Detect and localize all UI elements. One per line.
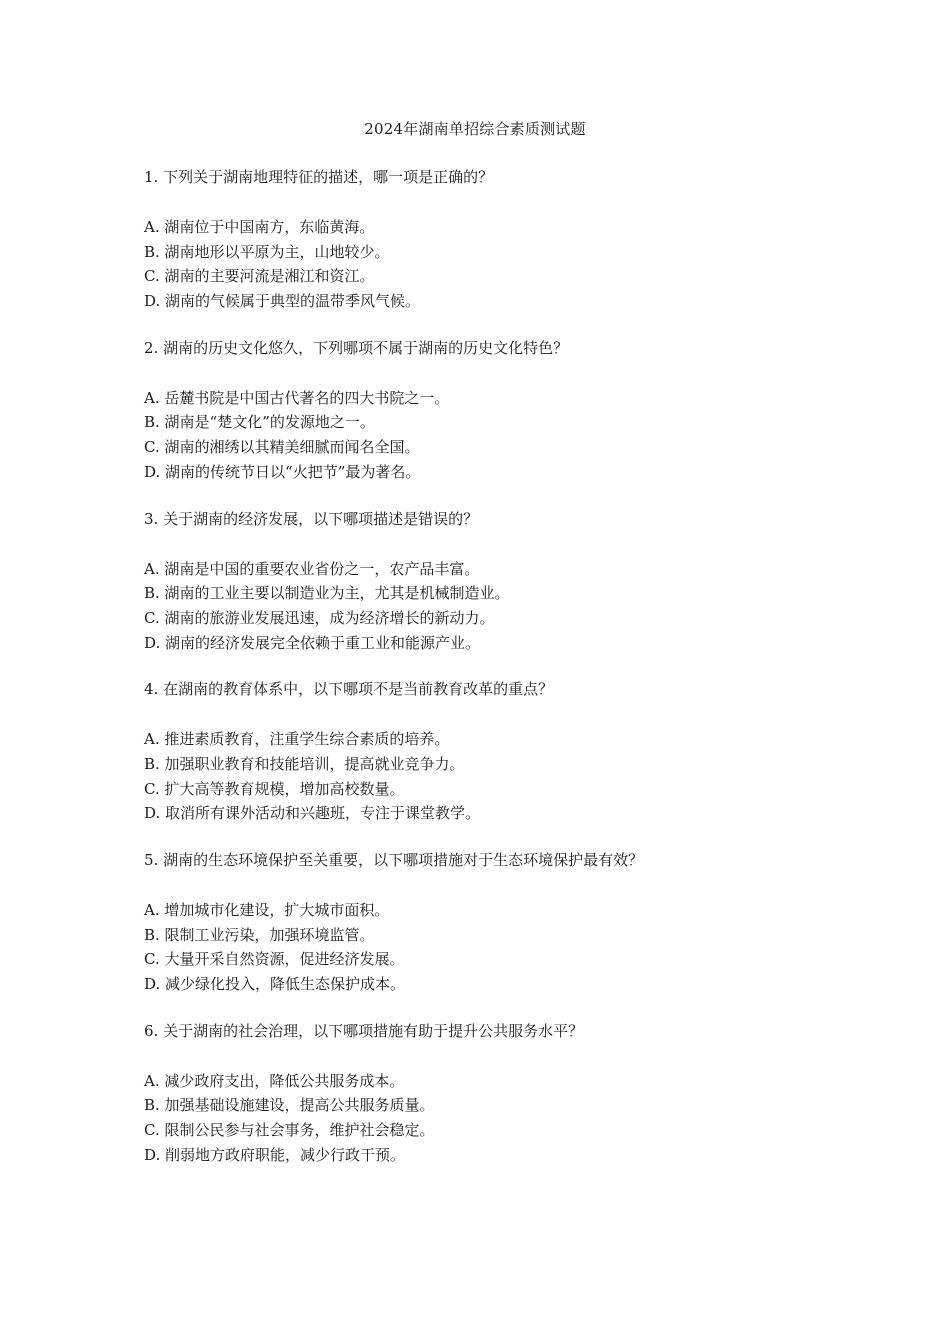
option-a: A. 湖南位于中国南方，东临黄海。: [144, 218, 375, 236]
option-c: C. 湖南的旅游业发展迅速，成为经济增长的新动力。: [144, 608, 495, 627]
question-4: [144, 678, 844, 826]
option-d: D. 减少绿化投入，降低生态保护成本。: [144, 975, 406, 994]
option-b: B. 湖南地形以平原为主，山地较少。: [144, 242, 390, 261]
option-c: C. 大量开采自然资源，促进经济发展。: [144, 950, 405, 969]
option-c: C. 湖南的主要河流是湘江和资江。: [144, 267, 375, 286]
question-3: [144, 508, 844, 656]
option-a: A. 岳麓书院是中国古代著名的四大书院之一。: [144, 388, 450, 407]
question-text: 1. 下列关于湖南地理特征的描述，哪一项是正确的？: [144, 168, 494, 186]
option-list: [144, 1069, 844, 1168]
question-2: [144, 337, 844, 485]
option-list: [144, 557, 844, 656]
option-b: B. 湖南的工业主要以制造业为主，尤其是机械制造业。: [144, 584, 510, 603]
question-6: [144, 1020, 844, 1168]
option-list: [144, 215, 844, 314]
option-list: [144, 386, 844, 485]
option-d: D. 削弱地方政府职能，减少行政干预。: [144, 1145, 406, 1164]
option-b: B. 加强职业教育和技能培训，提高就业竞争力。: [144, 754, 465, 773]
question-text: 4. 在湖南的教育体系中，以下哪项不是当前教育改革的重点？: [144, 680, 554, 699]
option-b: B. 加强基础设施建设，提高公共服务质量。: [144, 1096, 435, 1115]
option-a: A. 增加城市化建设，扩大城市面积。: [144, 901, 390, 919]
question-text: 3. 关于湖南的经济发展，以下哪项描述是错误的？: [144, 509, 479, 528]
option-b: B. 限制工业污染，加强环境监管。: [144, 925, 375, 944]
option-list: [144, 727, 844, 826]
option-a: A. 减少政府支出，降低公共服务成本。: [144, 1071, 405, 1090]
option-a: A. 湖南是中国的重要农业省份之一，农产品丰富。: [144, 559, 480, 578]
question-5: [144, 849, 844, 997]
option-c: C. 扩大高等教育规模，增加高校数量。: [144, 779, 405, 798]
option-d: D. 湖南的气候属于典型的温带季风气候。: [144, 292, 421, 311]
question-text: 2. 湖南的历史文化悠久，下列哪项不属于湖南的历史文化特色？: [144, 338, 569, 357]
question-list: [144, 166, 844, 1191]
option-d: D. 取消所有课外活动和兴趣班，专注于课堂教学。: [144, 804, 481, 823]
question-text: 6. 关于湖南的社会治理，以下哪项措施有助于提升公共服务水平？: [144, 1021, 584, 1040]
option-a: A. 推进素质教育，注重学生综合素质的培养。: [144, 730, 450, 749]
option-d: D. 湖南的传统节日以“火把节”最为著名。: [144, 462, 421, 481]
option-d: D. 湖南的经济发展完全依赖于重工业和能源产业。: [144, 633, 481, 652]
question-text: 5. 湖南的生态环境保护至关重要，以下哪项措施对于生态环境保护最有效？: [144, 851, 644, 869]
option-b: B. 湖南是“楚文化”的发源地之一。: [144, 413, 375, 432]
page-title: 2024年湖南单招综合素质测试题: [364, 120, 586, 138]
option-list: [144, 898, 844, 997]
option-c: C. 湖南的湘绣以其精美细腻而闻名全国。: [144, 438, 420, 457]
question-1: [144, 166, 844, 314]
option-c: C. 限制公民参与社会事务，维护社会稳定。: [144, 1121, 435, 1140]
